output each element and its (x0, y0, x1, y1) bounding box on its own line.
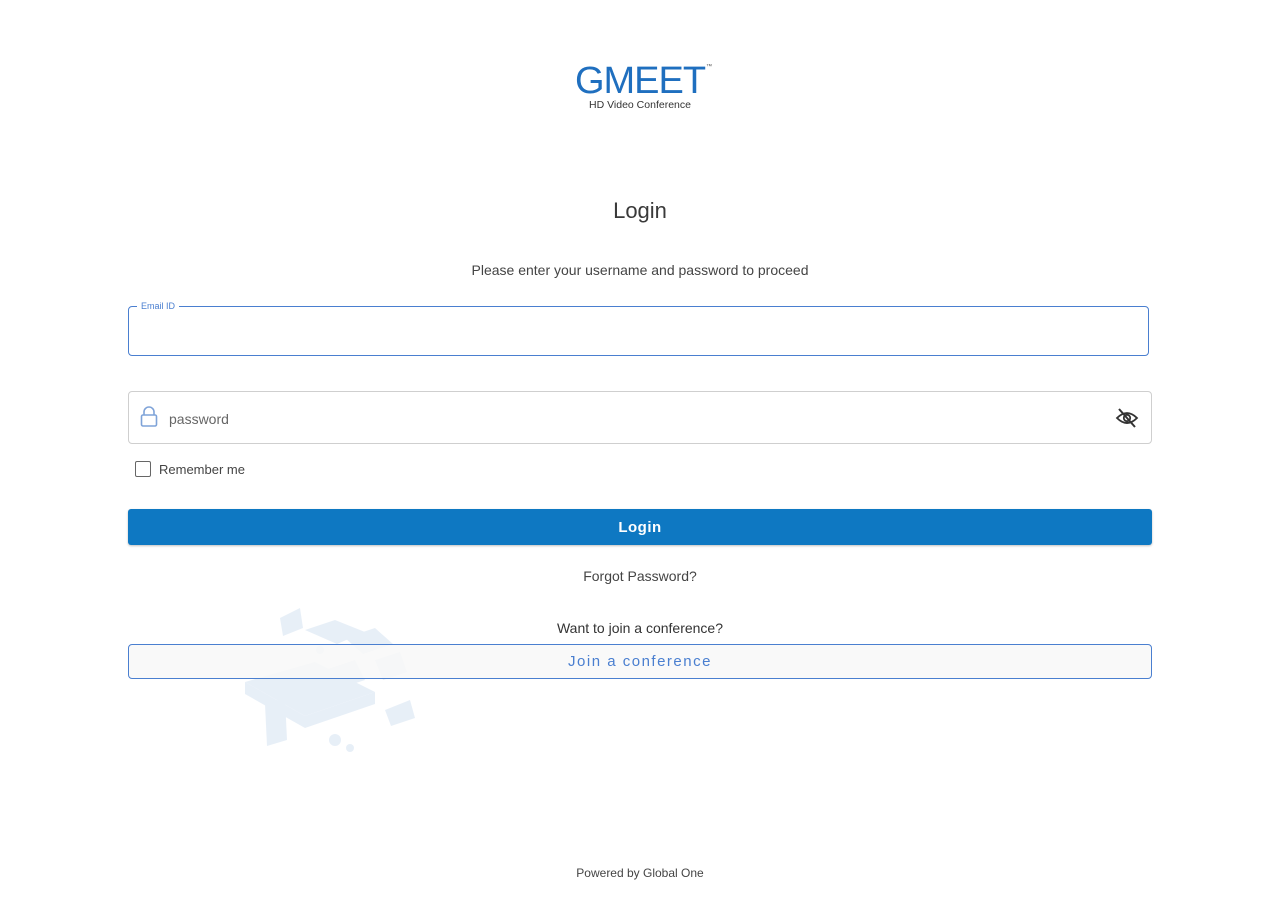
login-instructions: Please enter your username and password to proceed (471, 262, 809, 278)
forgot-password (0, 568, 1280, 584)
footer-powered-by: Powered by Global One (576, 866, 704, 880)
join-conference-button[interactable]: Join a conference (128, 644, 1152, 679)
email-field-label: Email ID (137, 300, 179, 312)
page-title: Login (613, 198, 667, 223)
logo-trademark: ™ (706, 64, 712, 70)
forgot-password-link[interactable]: Forgot Password? (583, 568, 697, 584)
logo-tagline: HD Video Conference (589, 99, 691, 111)
email-field[interactable] (128, 301, 1149, 356)
lock-icon (139, 406, 159, 428)
password-field[interactable] (128, 391, 1152, 444)
remember-me[interactable] (135, 459, 245, 479)
remember-me-checkbox[interactable] (135, 461, 151, 477)
email-input[interactable] (141, 317, 1135, 347)
eye-off-icon[interactable] (1115, 407, 1139, 429)
password-input[interactable] (167, 404, 1101, 434)
logo-wordmark (574, 60, 712, 102)
logo (0, 62, 1280, 111)
logo-name: GMEET (574, 60, 706, 102)
login-button[interactable]: Login (128, 509, 1152, 545)
remember-me-label: Remember me (159, 461, 245, 477)
join-prompt: Want to join a conference? (556, 620, 724, 636)
